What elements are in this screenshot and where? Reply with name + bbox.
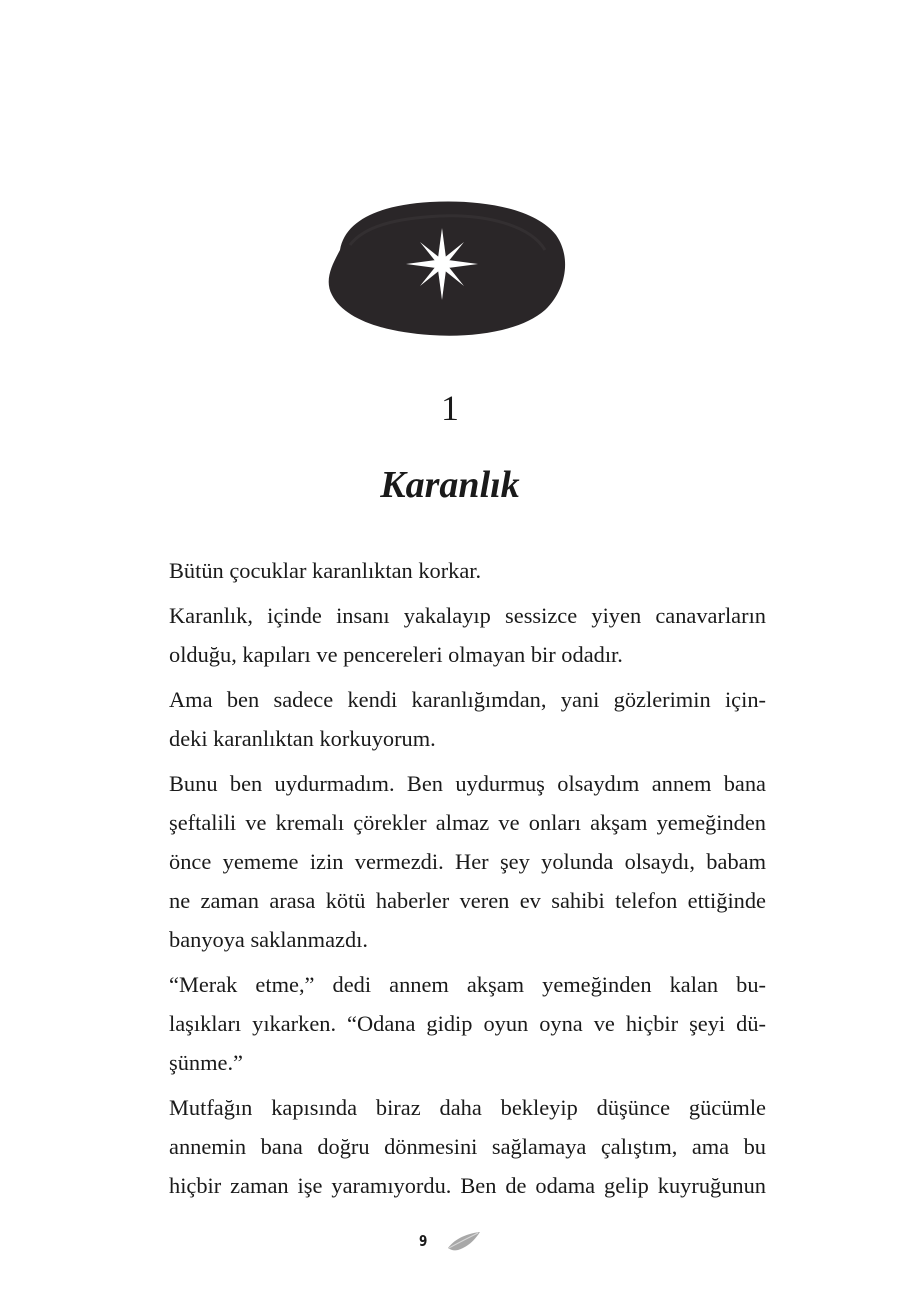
star-in-dark-blob-icon (320, 190, 570, 340)
text-line: şeftalili ve kremalı çörekler almaz ve onları akşam yemeğinden (169, 810, 766, 835)
feather-icon (446, 1230, 482, 1252)
paragraph (136, 551, 766, 590)
text-line: şünme.” (169, 1050, 243, 1075)
chapter-title: Karanlık (380, 464, 520, 506)
text-line: Ama ben sadece kendi karanlığımdan, yani gözlerimin için- (169, 687, 766, 712)
text-line: annemin bana doğru dönmesini sağlamaya çalıştım, ama bu (169, 1134, 766, 1159)
paragraph (136, 764, 766, 959)
paragraph (136, 965, 766, 1082)
page-number: 9 (418, 1232, 428, 1250)
text-line: önce yememe izin vermezdi. Her şey yolunda olsaydı, babam (169, 849, 766, 874)
text-line: ne zaman arasa kötü haberler veren ev sahibi telefon ettiğinde (169, 888, 766, 913)
text-line: Karanlık, içinde insanı yakalayıp sessizce yiyen canavarların (169, 603, 766, 628)
text-line: hiçbir zaman işe yaramıyordu. Ben de odama gelip kuyruğunun (169, 1173, 766, 1198)
text-line: “Merak etme,” dedi annem akşam yemeğinden kalan bu- (169, 972, 766, 997)
chapter-number: 1 (441, 388, 459, 428)
text-line: deki karanlıktan korkuyorum. (169, 726, 436, 751)
text-line: Mutfağın kapısında biraz daha bekleyip düşünce gücümle (169, 1095, 766, 1120)
text-line: laşıkları yıkarken. “Odana gidip oyun oyna ve hiçbir şeyi dü- (169, 1011, 766, 1036)
text-line: Bütün çocuklar karanlıktan korkar. (169, 558, 482, 583)
body-text (136, 551, 766, 1211)
page-footer (0, 1230, 900, 1252)
paragraph (136, 596, 766, 674)
text-line: olduğu, kapıları ve pencereleri olmayan bir odadır. (169, 642, 623, 667)
paragraph (136, 680, 766, 758)
paragraph (136, 1088, 766, 1205)
text-line: banyoya saklanmazdı. (169, 927, 368, 952)
text-line: Bunu ben uydurmadım. Ben uydurmuş olsaydım annem bana (169, 771, 766, 796)
